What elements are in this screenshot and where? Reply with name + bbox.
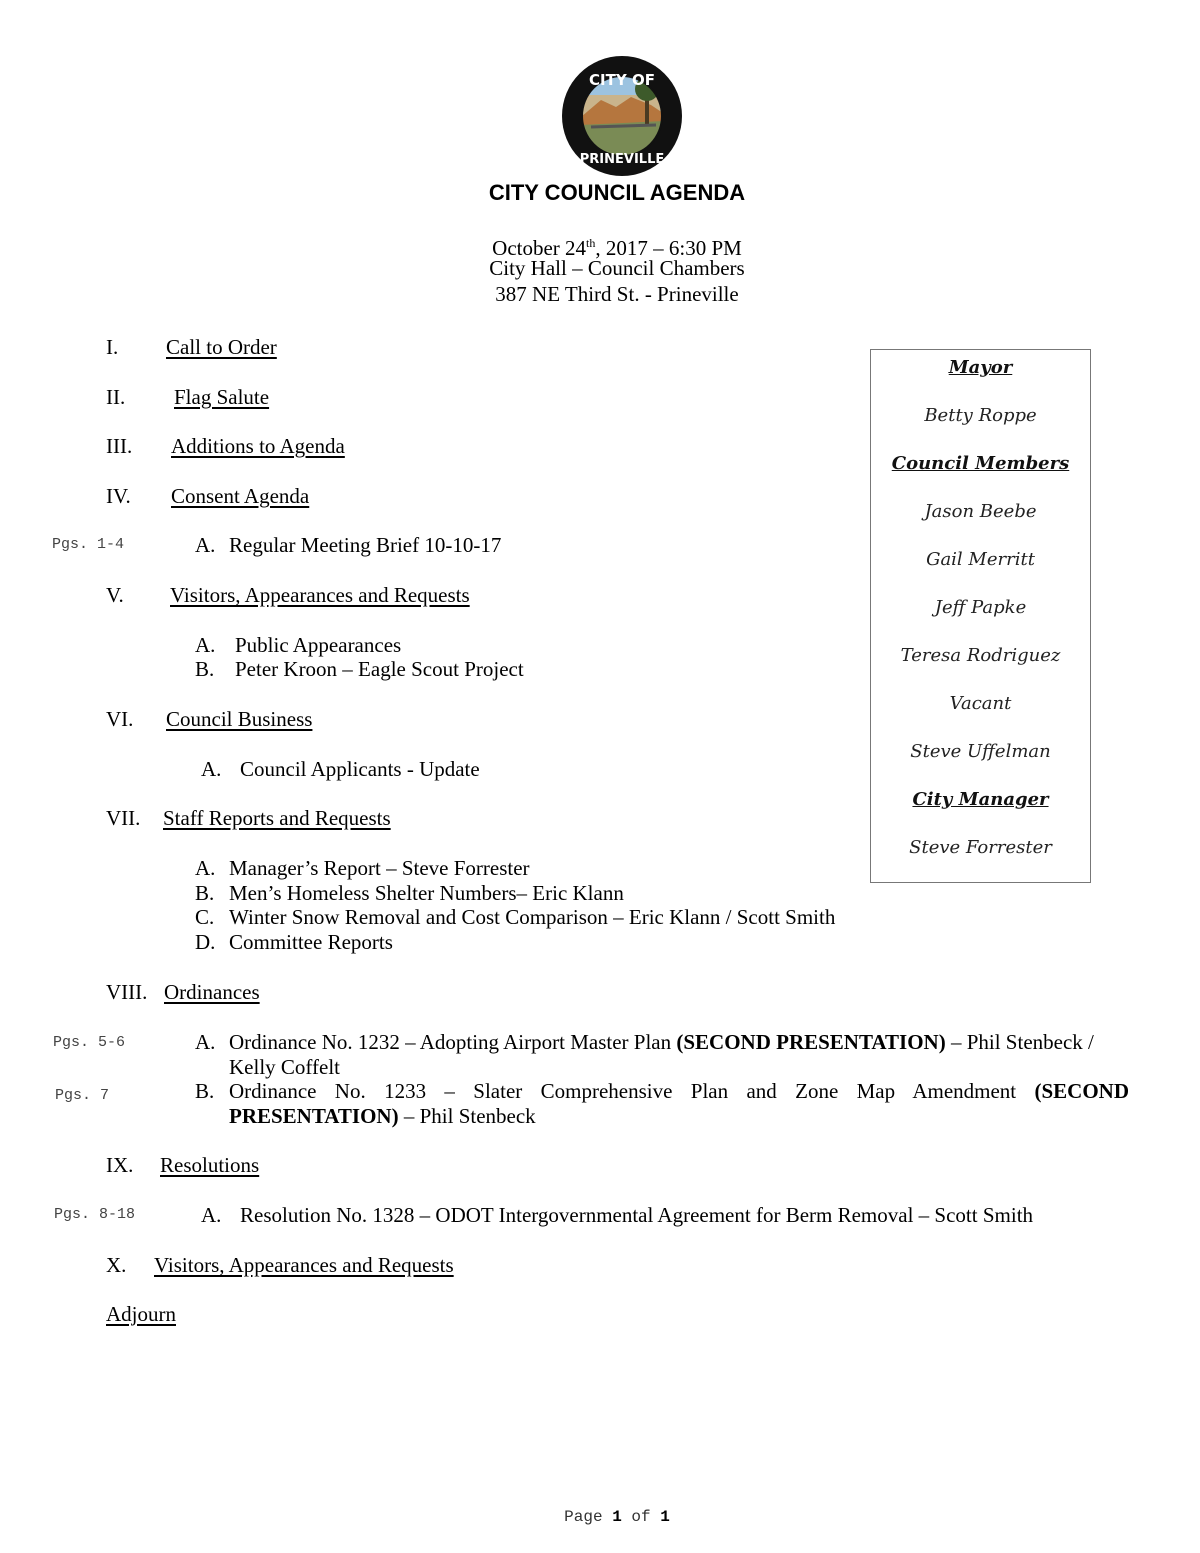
council-member: Gail Merritt [926,549,1035,570]
section-number: VIII. [106,980,148,1004]
item-letter: D. [195,930,216,954]
meeting-date: October 24th, 2017 – 6:30 PM [492,236,742,260]
page-footer: Page 1 of 1 [564,1508,670,1526]
page-reference: Pgs. 1-4 [52,536,125,553]
page-reference: Pgs. 5-6 [53,1034,126,1051]
agenda-item-continued: PRESENTATION) – Phil Stenbeck [229,1104,536,1128]
logo-text-top: CITY OF [589,71,655,89]
agenda-item: Manager’s Report – Steve Forrester [229,856,530,880]
section-title-call-to-order: Call to Order [166,335,277,359]
council-member: Steve Uffelman [910,741,1051,762]
section-number: VII. [106,806,141,830]
section-number: I. [106,335,119,359]
agenda-item: Committee Reports [229,930,393,954]
section-title-additions: Additions to Agenda [171,434,345,458]
logo-text-bottom: PRINEVILLE [579,152,665,167]
mayor-heading: Mayor [948,357,1013,378]
manager-name: Steve Forrester [909,837,1052,858]
agenda-item-continued: Kelly Coffelt [229,1055,341,1079]
agenda-item: Winter Snow Removal and Cost Comparison – Eric Klann / Scott Smith [229,905,836,929]
adjourn: Adjourn [106,1302,176,1326]
page-reference: Pgs. 7 [55,1087,110,1104]
agenda-item: Ordinance No. 1233 – Slater Comprehensive Plan and Zone Map Amendment (SECOND [229,1079,1129,1103]
item-letter: A. [201,757,222,781]
item-letter: A. [195,533,216,557]
item-letter: A. [195,856,216,880]
section-number: V. [106,583,124,607]
council-member: Jason Beebe [924,501,1037,522]
meeting-address: 387 NE Third St. - Prineville [495,282,739,306]
council-heading: Council Members [891,453,1070,474]
section-number: X. [106,1253,127,1277]
section-number: VI. [106,707,134,731]
item-letter: A. [201,1203,222,1227]
agenda-item: Peter Kroon – Eagle Scout Project [235,657,524,681]
council-roster [870,349,1091,883]
section-number: IX. [106,1153,134,1177]
section-title-council-business: Council Business [166,707,313,731]
page-title: CITY COUNCIL AGENDA [488,180,746,205]
section-title-staff-reports: Staff Reports and Requests [163,806,391,830]
section-title-consent-agenda: Consent Agenda [171,484,310,508]
agenda-item: Public Appearances [235,633,402,657]
item-letter: C. [195,905,215,929]
section-title-flag-salute: Flag Salute [174,385,270,409]
item-letter: B. [195,881,215,905]
item-letter: A. [195,1030,216,1054]
item-letter: B. [195,657,215,681]
item-letter: B. [195,1079,215,1103]
council-member: Teresa Rodriguez [900,645,1061,666]
manager-heading: City Manager [912,789,1049,810]
agenda-item: Regular Meeting Brief 10-10-17 [229,533,502,557]
mayor-name: Betty Roppe [924,405,1037,426]
agenda-item: Council Applicants - Update [240,757,480,781]
section-title-resolutions: Resolutions [160,1153,260,1177]
section-number: II. [106,385,126,409]
page-reference: Pgs. 8-18 [54,1206,136,1223]
item-letter: A. [195,633,216,657]
section-number: III. [106,434,133,458]
council-member: Jeff Papke [934,597,1027,618]
section-title-visitors-2: Visitors, Appearances and Requests [154,1253,454,1277]
meeting-location: City Hall – Council Chambers [489,256,745,280]
city-logo [561,55,683,177]
agenda-item: Ordinance No. 1232 – Adopting Airport Master Plan (SECOND PRESENTATION) – Phil Stenbeck / [229,1030,1094,1054]
agenda-item: Men’s Homeless Shelter Numbers– Eric Klann [229,881,624,905]
section-number: IV. [106,484,131,508]
section-title-visitors: Visitors, Appearances and Requests [170,583,470,607]
section-title-ordinances: Ordinances [164,980,260,1004]
agenda-item: Resolution No. 1328 – ODOT Intergovernmental Agreement for Berm Removal – Scott Smith [240,1203,1034,1227]
council-member: Vacant [949,693,1012,714]
